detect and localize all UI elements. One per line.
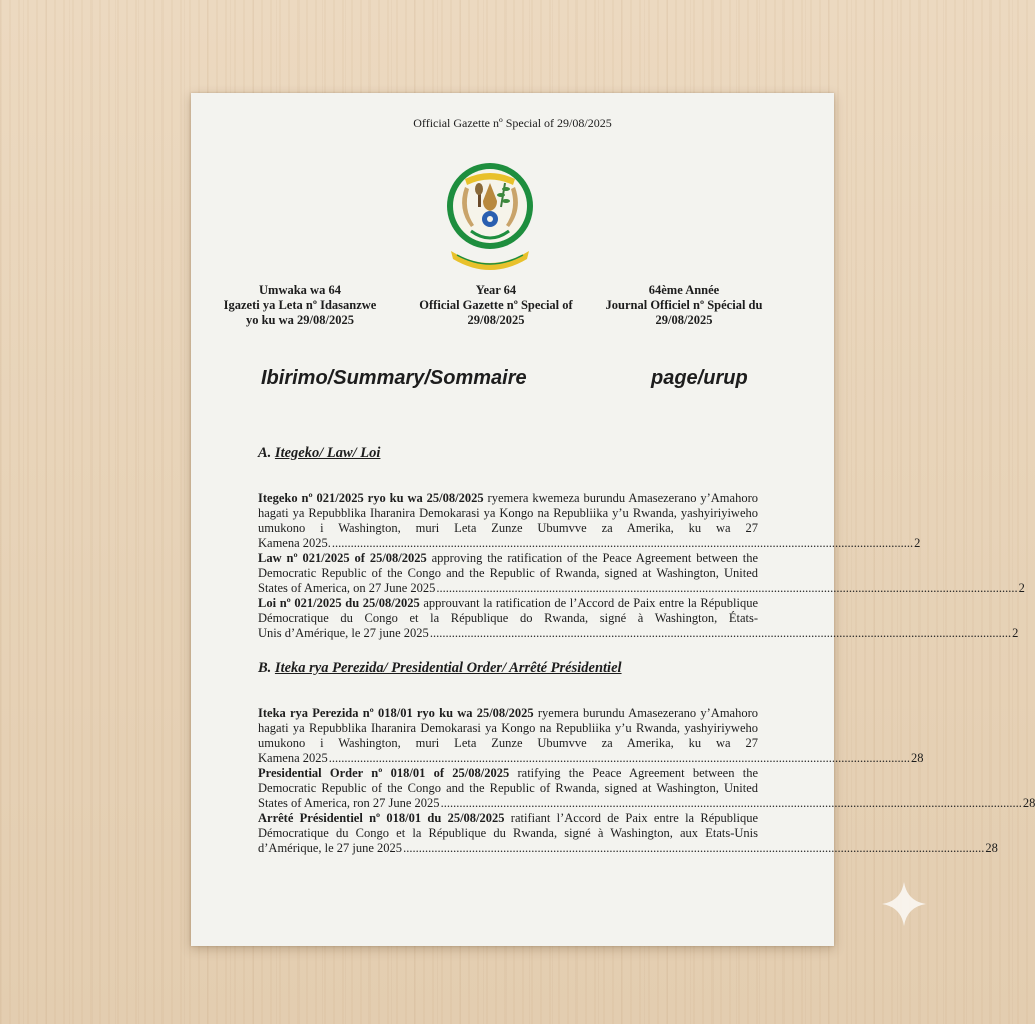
section-heading-presidential-order (258, 660, 622, 677)
year-line: 64ème Année (648, 283, 720, 297)
toc-entry: Iteka rya Perezida nº 018/01 ryo ku wa 25/08/2025 ryemera burundu Amasezerano y’Amahoro hagati ya Repubblika Iharanira Demokarasi ya Kongo na Republiika y’u Rwanda, yashyiriyweho umukono i Washington, muri Leta Zunze Ubumvve za Amerika, ku wa 27 Kamena 2025 .......................................................................................................................................................................................... 28 (258, 706, 924, 765)
section-title: Iteka rya Perezida/ Presidential Order/ Arrêté Présidentiel (274, 660, 622, 676)
toc-entry: Law nº 021/2025 of 25/08/2025 approving the ratification of the Peace Agreement between the Democratic Republic of the Congo and the Republic of Rwanda, signed at Washington, United States of America, on 27 June 2025 .......................................................................................................................................................................................... 2 (258, 551, 1025, 595)
section-letter: B. (258, 660, 272, 676)
toc-entry: Loi nº 021/2025 du 25/08/2025 approuvant la ratification de l’Accord de Paix entre la République Démocratique du Congo et la République do Rwanda, signé à Washington, États- Unis d’Amérique, le 27 june 2025 .......................................................................................................................................................................................... 2 (258, 596, 1019, 640)
header-column-french (589, 283, 779, 328)
gazette-line: Journal Officiel nº Spécial du (605, 298, 763, 312)
toc-entry: Arrêté Présidentiel nº 018/01 du 25/08/2025 ratifiant l’Accord de Paix entre la République Démocratique du Congo et la République du Rwanda, signé à Washington, aux Etats-Unis d’Amérique, le 27 june 2025 .......................................................................................................................................................................................... 28 (258, 811, 998, 855)
year-line: Year 64 (475, 283, 517, 297)
coat-of-arms-emblem (443, 159, 537, 275)
page-number: 2 (1012, 626, 1019, 640)
section-letter: A. (258, 445, 272, 461)
page-number: 28 (985, 841, 998, 855)
date-line: 29/08/2025 (467, 313, 525, 327)
year-line: Umwaka wa 64 (259, 283, 341, 297)
sparkle-icon (880, 880, 928, 928)
page-column-label: page/urup (651, 367, 748, 389)
page-number: 28 (911, 751, 924, 765)
page-number: 28 (1022, 796, 1035, 810)
header-column-kinyarwanda (205, 283, 395, 328)
gazette-line: Igazeti ya Leta nº Idasanzwe (223, 298, 377, 312)
running-header: Official Gazette nº Special of 29/08/2025 (413, 116, 612, 130)
section-entries-law (258, 491, 1025, 641)
toc-entry: Presidential Order nº 018/01 of 25/08/2025 ratifying the Peace Agreement between the Democratic Republic of the Congo and the Republic of Rwanda, signed at Washington, United States of America, ron 27 June 2025 .......................................................................................................................................................................................... 28 (258, 766, 1035, 810)
gazette-page (191, 93, 1035, 946)
date-line: yo ku wa 29/08/2025 (245, 313, 354, 327)
summary-title: Ibirimo/Summary/Sommaire (261, 367, 527, 389)
header-column-english (401, 283, 591, 328)
section-title: Itegeko/ Law/ Loi (274, 445, 381, 461)
page-number: 2 (914, 536, 921, 550)
page-number: 2 (1018, 581, 1025, 595)
date-line: 29/08/2025 (655, 313, 713, 327)
toc-entry: Itegeko nº 021/2025 ryo ku wa 25/08/2025 ryemera kwemeza burundu Amasezerano y’Amahoro hagati ya Repubblika Iharanira Demokarasi ya Kongo na Republiika y’u Rwanda, yashyiriyiweho umukono i Washington, muri Leta Zunze Ubumvve za Amerika, ku wa 27 Kamena 2025. .......................................................................................................................................................................................... 2 (258, 491, 921, 550)
gazette-line: Official Gazette nº Special of (419, 298, 573, 312)
section-heading-law (258, 445, 380, 462)
section-entries-presidential-order (258, 706, 1035, 856)
